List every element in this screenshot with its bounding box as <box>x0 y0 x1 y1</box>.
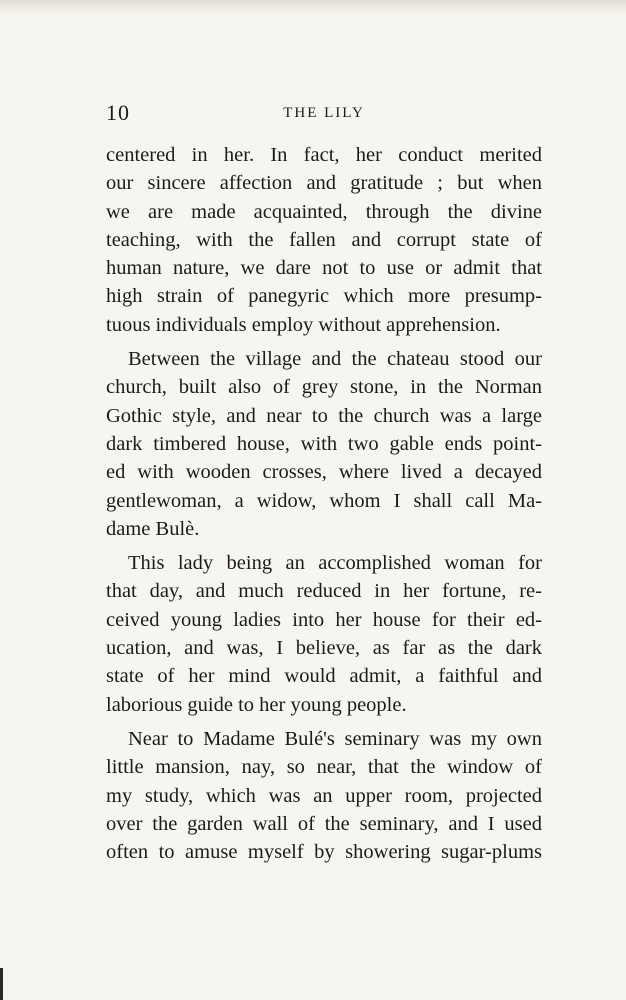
text-line: we are made acquainted, through the divine <box>106 200 542 223</box>
running-title: THE LILY <box>283 105 365 121</box>
text-line: gentlewoman, a widow, whom I shall call Ma- <box>106 489 542 512</box>
text-line: ucation, and was, I believe, as far as the dark <box>106 637 542 660</box>
text-line: often to amuse myself by showering sugar-plums <box>106 841 542 864</box>
text-line: church, built also of grey stone, in the Norman <box>106 376 542 399</box>
text-line: ed with wooden crosses, where lived a decayed <box>106 461 542 484</box>
text-line: over the garden wall of the seminary, and I used <box>106 812 542 835</box>
text-line: our sincere affection and gratitude ; but when <box>106 172 542 195</box>
running-head <box>106 100 542 126</box>
text-line: Gothic style, and near to the church was a large <box>106 404 542 427</box>
paragraph-2 <box>106 345 542 543</box>
page-top-edge <box>0 0 626 14</box>
text-line: tuous individuals employ without apprehension. <box>106 313 501 336</box>
text-line: dame Bulè. <box>106 517 200 540</box>
text-line: centered in her. In fact, her conduct merited <box>106 144 542 166</box>
page-number: 10 <box>106 100 130 125</box>
body-text <box>106 141 542 866</box>
text-line: ceived young ladies into her house for their ed- <box>106 608 542 631</box>
text-line: human nature, we dare not to use or admit that <box>106 257 542 280</box>
page-binding-mark <box>0 968 3 1000</box>
paragraph-4 <box>106 725 542 866</box>
text-line: high strain of panegyric which more presump- <box>106 285 542 308</box>
text-line: state of her mind would admit, a faithful and <box>106 665 542 688</box>
text-line: Between the village and the chateau stood our <box>128 348 542 371</box>
text-line: that day, and much reduced in her fortune, re- <box>106 580 542 603</box>
text-line: teaching, with the fallen and corrupt state of <box>106 228 542 251</box>
paragraph-3 <box>106 549 542 719</box>
text-line: little mansion, nay, so near, that the window of <box>106 756 542 779</box>
text-line: Near to Madame Bulé's seminary was my own <box>128 727 542 750</box>
text-line: laborious guide to her young people. <box>106 693 407 716</box>
text-line: dark timbered house, with two gable ends point- <box>106 432 542 455</box>
text-line: my study, which was an upper room, projected <box>106 784 542 807</box>
paragraph-1 <box>106 141 542 339</box>
text-line: This lady being an accomplished woman for <box>128 552 542 575</box>
